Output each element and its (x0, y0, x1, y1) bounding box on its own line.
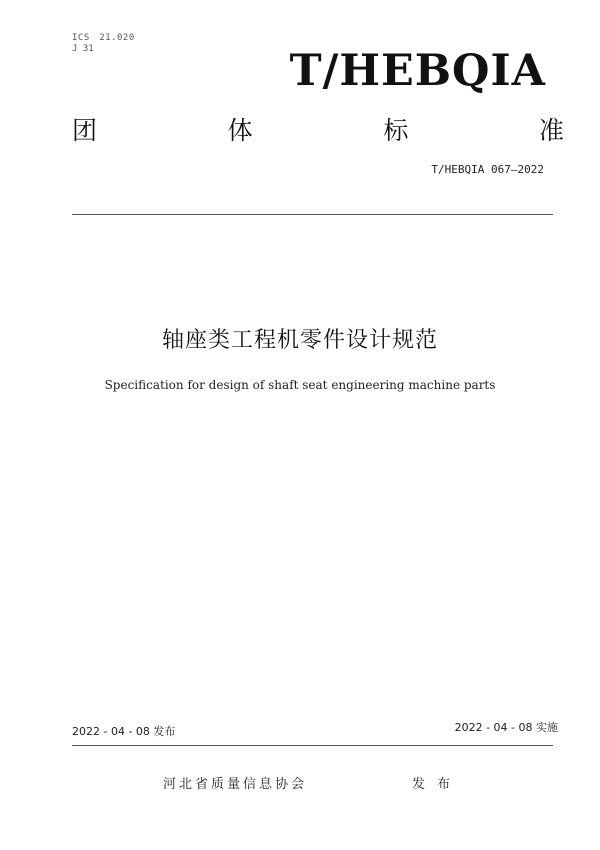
standard-type-char: 标 (383, 116, 409, 145)
document-title-chinese: 轴座类工程机零件设计规范 (161, 328, 438, 353)
standard-type-heading (72, 116, 564, 146)
top-divider (72, 214, 553, 215)
standard-type-char: 团 (72, 116, 98, 145)
classification-code: J 31 (72, 44, 94, 54)
standard-logo: T/HEBQIA (289, 46, 546, 96)
bottom-divider (72, 745, 553, 746)
implementation-date: 2022 - 04 - 08 实施 (454, 721, 558, 734)
issue-date: 2022 - 04 - 08 发布 (72, 725, 176, 738)
standard-type-char: 体 (227, 116, 253, 145)
ics-code: ICS 21.020 (72, 33, 135, 43)
standard-number: T/HEBQIA 067—2022 (431, 163, 544, 176)
publisher-name: 河北省质量信息协会 (163, 777, 308, 792)
standard-type-char: 准 (538, 116, 564, 145)
publish-label: 发 布 (412, 777, 455, 792)
document-title-english: Specification for design of shaft seat engineering machine parts (104, 378, 496, 392)
